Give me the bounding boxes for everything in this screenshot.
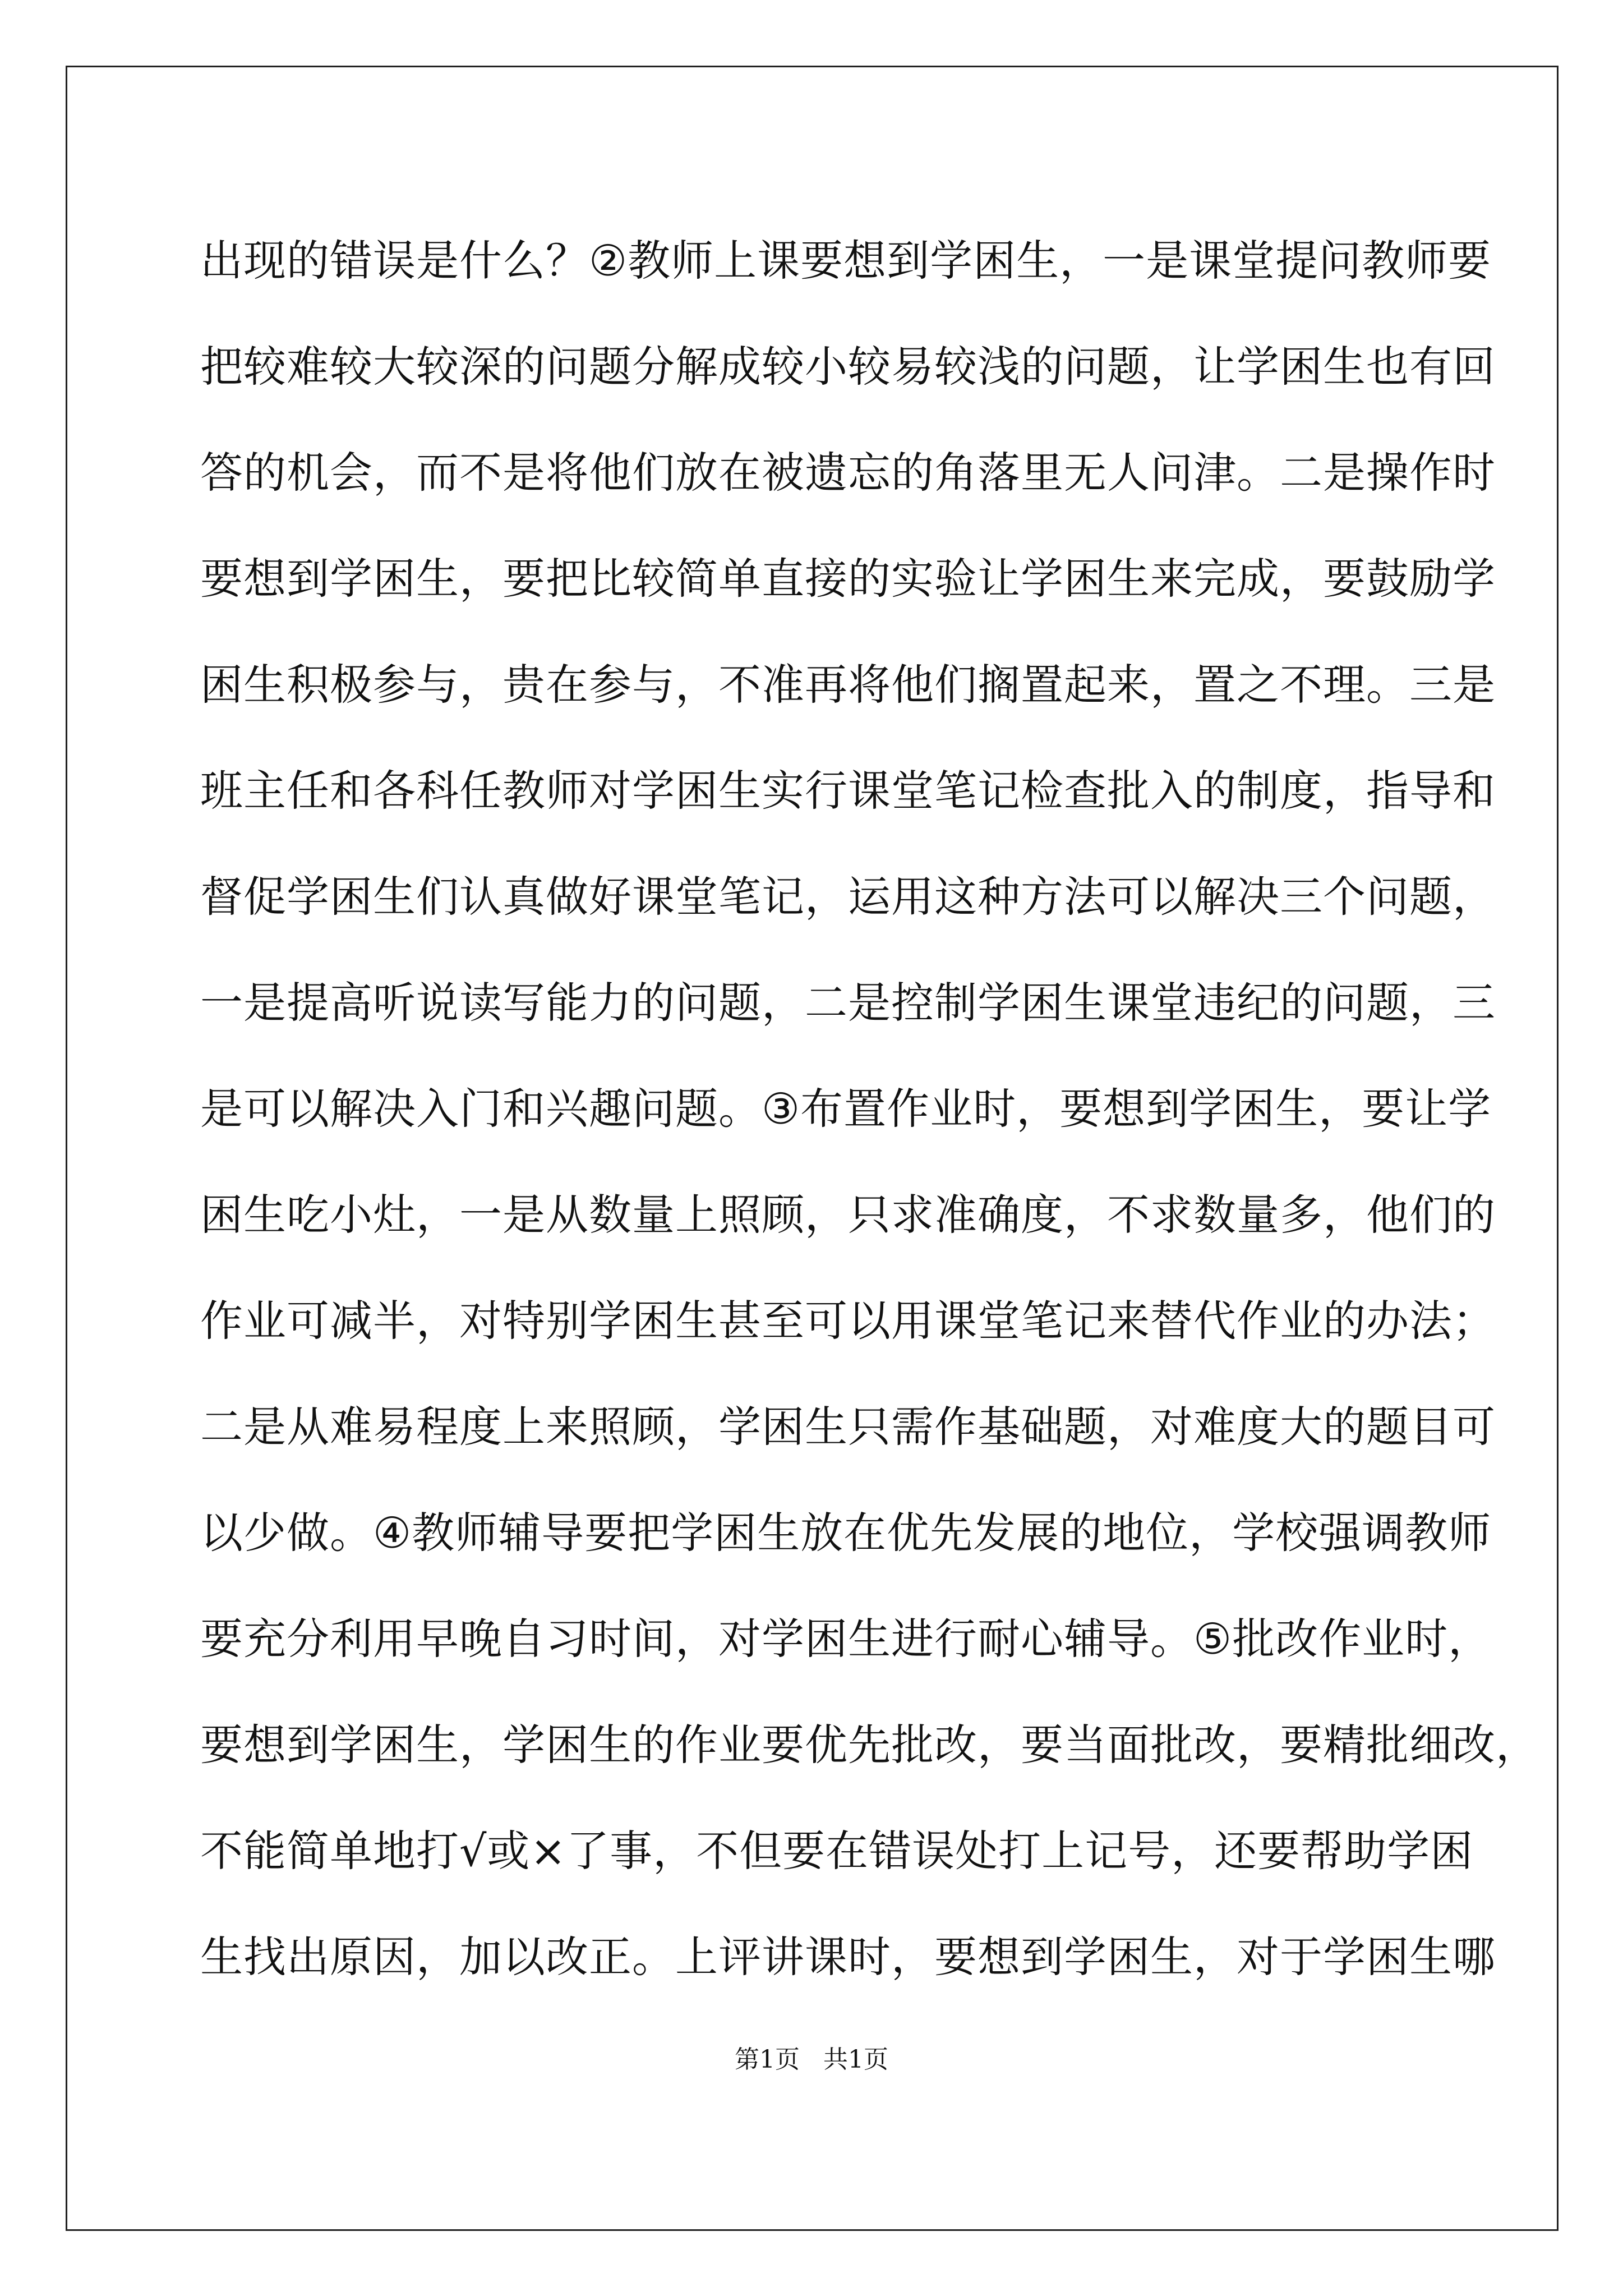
text-line: 要充分利用早晚自习时间，对学困生进行耐心辅导。⑤批改作业时， <box>200 1614 1492 1664</box>
text-line: 作业可减半，对特别学困生甚至可以用课堂笔记来替代作业的办法； <box>200 1296 1496 1346</box>
body-text <box>200 208 1539 2010</box>
text-line: 班主任和各科任教师对学困生实行课堂笔记检查批入的制度，指导和 <box>200 766 1496 816</box>
text-line: 二是从难易程度上来照顾，学困生只需作基础题，对难度大的题目可 <box>200 1402 1496 1452</box>
text-line: 生找出原因，加以改正。上评讲课时，要想到学困生，对于学困生哪 <box>200 1932 1496 1982</box>
text-line: 把较难较大较深的问题分解成较小较易较浅的问题，让学困生也有回 <box>200 342 1496 392</box>
text-line: 不能简单地打√或×了事，不但要在错误处打上记号，还要帮助学困 <box>200 1826 1474 1876</box>
text-line: 督促学困生们认真做好课堂笔记，运用这种方法可以解决三个问题， <box>200 872 1496 922</box>
text-line: 困生吃小灶，一是从数量上照顾，只求准确度，不求数量多，他们的 <box>200 1190 1496 1240</box>
text-line: 答的机会，而不是将他们放在被遗忘的角落里无人问津。二是操作时 <box>200 448 1496 498</box>
text-line: 要想到学困生，学困生的作业要优先批改，要当面批改，要精批细改， <box>200 1720 1539 1770</box>
text-line: 以少做。④教师辅导要把学困生放在优先发展的地位，学校强调教师 <box>200 1508 1492 1558</box>
text-line: 一是提高听说读写能力的问题，二是控制学困生课堂违纪的问题，三 <box>200 978 1496 1028</box>
page-footer: 第1页 共1页 <box>735 2045 888 2074</box>
text-line: 是可以解决入门和兴趣问题。③布置作业时，要想到学困生，要让学 <box>200 1084 1492 1134</box>
text-line: 出现的错误是什么？②教师上课要想到学困生，一是课堂提问教师要 <box>200 236 1492 286</box>
text-line: 要想到学困生，要把比较简单直接的实验让学困生来完成，要鼓励学 <box>200 554 1496 604</box>
text-line: 困生积极参与，贵在参与，不准再将他们搁置起来，置之不理。三是 <box>200 660 1496 710</box>
